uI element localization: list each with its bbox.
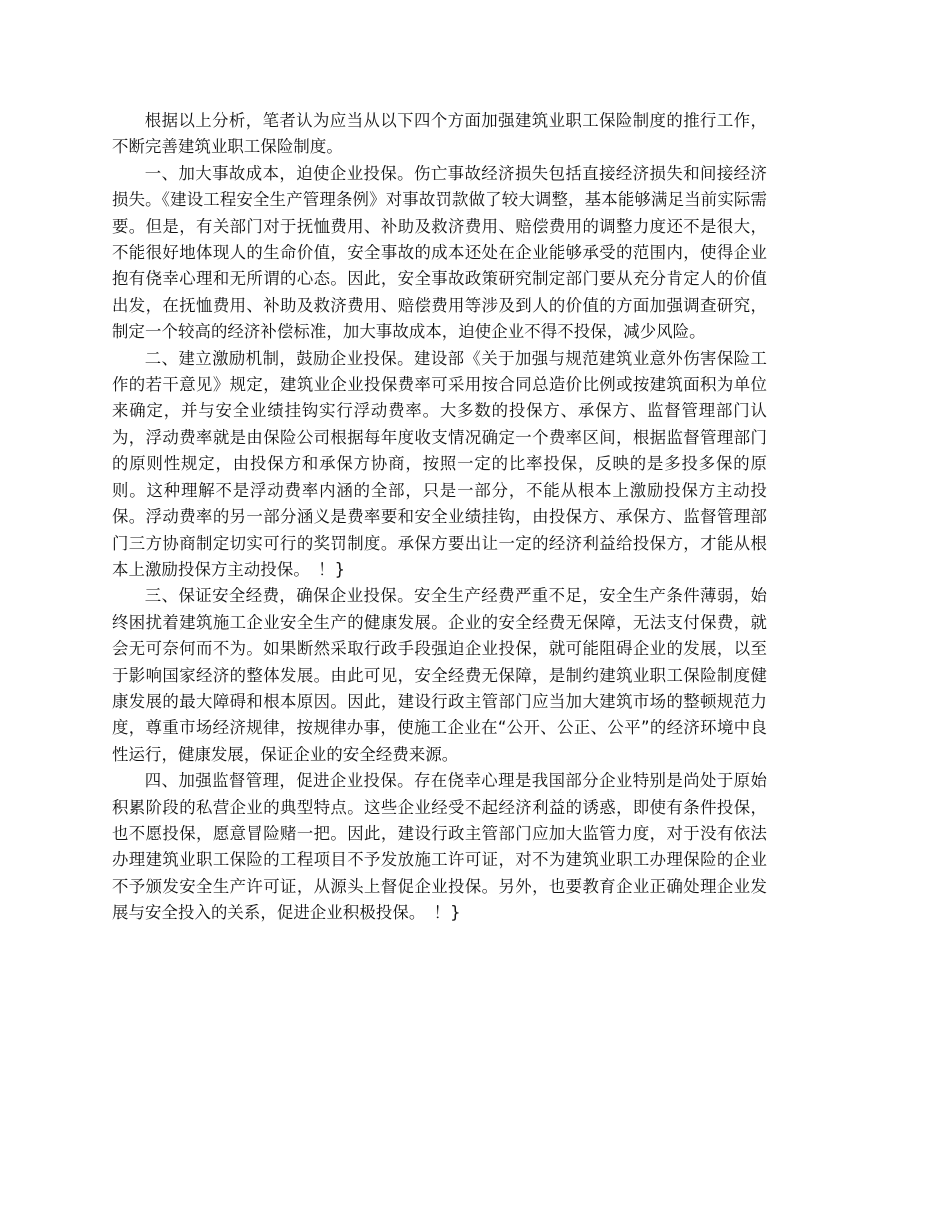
paragraph-point-2: 二、建立激励机制，鼓励企业投保。建设部《关于加强与规范建筑业意外伤害保险工作的若干意见》规定，建筑业企业投保费率可采用按合同总造价比例或按建筑面积为单位来确定，并与安全业绩挂钩实行浮动费率。大多数的投保方、承保方、监督管理部门认为，浮动费率就是由保险公司根据每年度收支情况确定一个费率区间，根据监督管理部门的原则性规定，由投保方和承保方协商，按照一定的比率投保，反映的是多投多保的原则。这种理解不是浮动费率内涵的全部，只是一部分，不能从根本上激励投保方主动投保。浮动费率的另一部分涵义是费率要和安全业绩挂钩，由投保方、承保方、监督管理部门三方协商制定切实可行的奖罚制度。承保方要出让一定的经济利益给投保方，才能从根本上激励投保方主动投保。 ！} [112, 348, 767, 579]
paragraph-point-1: 一、加大事故成本，迫使企业投保。伤亡事故经济损失包括直接经济损失和间接经济损失。《建设工程安全生产管理条例》对事故罚款做了较大调整，基本能够满足当前实际需要。但是，有关部门对于抚恤费用、补助及救济费用、赔偿费用的调整力度还不是很大，不能很好地体现人的生命价值，安全事故的成本还处在企业能够承受的范围内，使得企业抱有侥幸心理和无所谓的心态。因此，安全事故政策研究制定部门要从充分肯定人的价值出发，在抚恤费用、补助及救济费用、赔偿费用等涉及到人的价值的方面加强调查研究，制定一个较高的经济补偿标准，加大事故成本，迫使企业不得不投保，减少风险。 [112, 163, 767, 342]
paragraph-intro: 根据以上分析，笔者认为应当从以下四个方面加强建筑业职工保险制度的推行工作，不断完善建筑业职工保险制度。 [112, 111, 767, 157]
paragraph-point-4: 四、加强监督管理，促进企业投保。存在侥幸心理是我国部分企业特别是尚处于原始积累阶段的私营企业的典型特点。这些企业经受不起经济利益的诱惑，即使有条件投保，也不愿投保，愿意冒险赌一把。因此，建设行政主管部门应加大监管力度，对于没有依法办理建筑业职工保险的工程项目不予发放施工许可证，对不为建筑业职工办理保险的企业不予颁发安全生产许可证，从源头上督促企业投保。另外，也要教育企业正确处理企业发展与安全投入的关系，促进企业积极投保。 ！} [112, 771, 767, 923]
paragraph-point-3: 三、保证安全经费，确保企业投保。安全生产经费严重不足，安全生产条件薄弱，始终困扰着建筑施工企业安全生产的健康发展。企业的安全经费无保障，无法支付保费，就会无可奈何而不为。如果断然采取行政手段强迫企业投保，就可能阻碍企业的发展，以至于影响国家经济的整体发展。由此可见，安全经费无保障，是制约建筑业职工保险制度健康发展的最大障碍和根本原因。因此，建设行政主管部门应当加大建筑市场的整顿规范力度，尊重市场经济规律，按规律办事，使施工企业在“公开、公正、公平”的经济环境中良性运行，健康发展，保证企业的安全经费来源。 [112, 586, 767, 764]
document-body [112, 108, 767, 927]
